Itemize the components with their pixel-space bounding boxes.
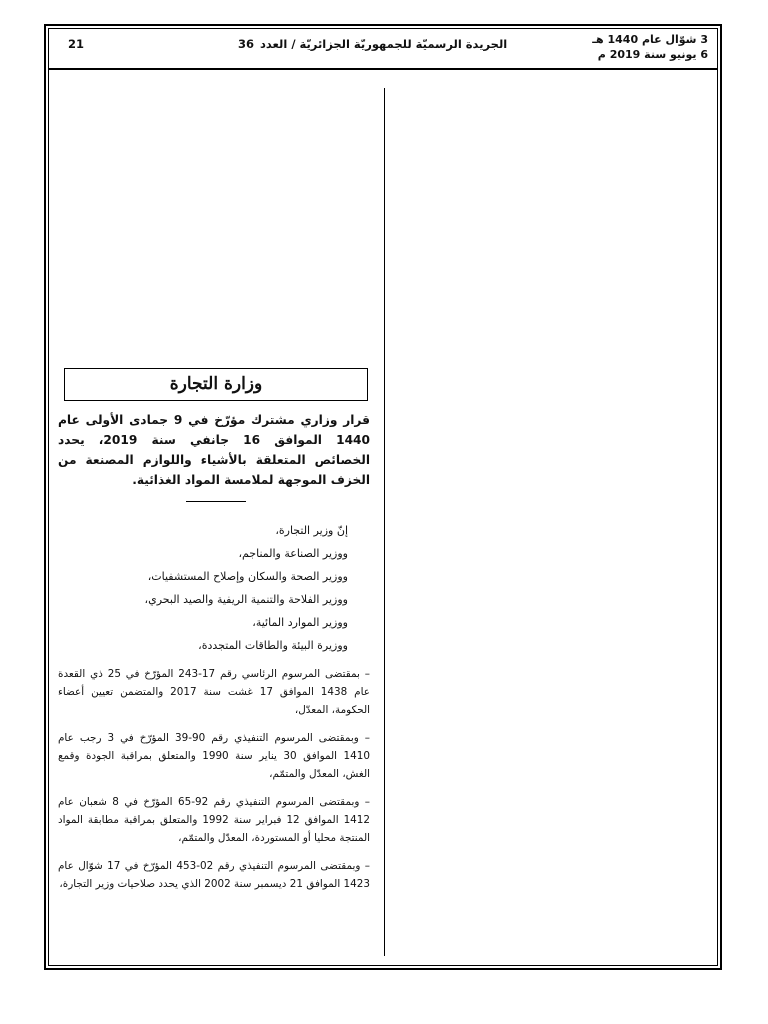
page-header	[48, 28, 718, 70]
page-number: 21	[68, 37, 85, 51]
legal-paragraph: – بمقتضى المرسوم الرئاسي رقم 17-243 المؤرّخ في 25 ذي القعدة عام 1438 الموافق 17 غشت سنة 2017 والمتضمن تعيين أعضاء الحكومة، المعدّل،	[58, 668, 370, 716]
legal-paragraph: – وبمقتضى المرسوم التنفيذي رقم 90-39 المؤرّخ في 3 رجب عام 1410 الموافق 30 يناير سنة 1990 والمتعلق بمراقبة الجودة وقمع الغش، المعدّل والمتمّم،	[58, 732, 370, 780]
ministry-heading-box	[64, 368, 368, 401]
ministers-list	[58, 519, 348, 657]
header-date	[592, 32, 708, 62]
decision-title: قرار وزاري مشترك مؤرّخ في 9 جمادى الأولى عام 1440 الموافق 16 جانفي سنة 2019، يحدد الخصائص المتعلقة بالأشياء واللوازم المصنعة من الخزف الموجهة لملامسة المواد الغذائية.	[58, 413, 371, 487]
minister-line: ووزيرة البيئة والطاقات المتجددة،	[198, 639, 348, 652]
header-date-hijri: 3 شوّال عام 1440 هـ	[592, 33, 708, 46]
title-separator	[186, 501, 246, 502]
minister-line: ووزير الصحة والسكان وإصلاح المستشفيات،	[147, 570, 348, 583]
ministry-heading: وزارة التجارة	[169, 374, 263, 394]
minister-line: ووزير الموارد المائية،	[252, 616, 348, 629]
gazette-title-text: الجريدة الرسميّة للجمهوريّة الجزائريّة / العدد	[260, 37, 508, 51]
minister-line: ووزير الفلاحة والتنمية الريفية والصيد البحري،	[144, 593, 348, 606]
minister-line: ووزير الصناعة والمناجم،	[238, 547, 348, 560]
gazette-title	[238, 37, 507, 51]
header-date-gregorian: 6 يونيو سنة 2019 م	[597, 48, 708, 61]
legal-references	[58, 665, 370, 903]
minister-line: إنّ وزير التجارة،	[275, 524, 348, 537]
column-divider	[384, 88, 385, 956]
issue-number: 36	[238, 37, 255, 51]
legal-paragraph: – وبمقتضى المرسوم التنفيذي رقم 02-453 المؤرّخ في 17 شوّال عام 1423 الموافق 21 ديسمبر سنة 2002 الذي يحدد صلاحيات وزير التجارة،	[58, 860, 370, 890]
legal-paragraph: – وبمقتضى المرسوم التنفيذي رقم 92-65 المؤرّخ في 8 شعبان عام 1412 الموافق 12 فبراير سنة 1992 والمتعلق بمراقبة مطابقة المواد المنتجة محليا أو المستوردة، المعدّل والمتمّم،	[58, 796, 371, 844]
